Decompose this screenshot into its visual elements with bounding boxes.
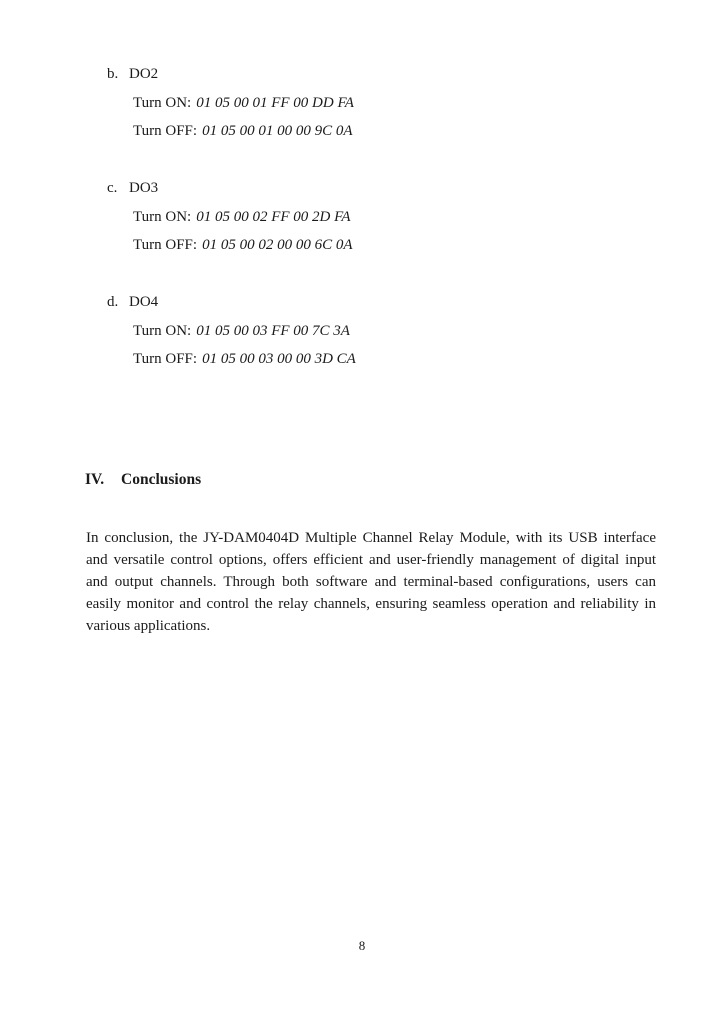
do3-turn-off-hex: 01 05 00 02 00 00 6C 0A: [202, 237, 353, 253]
conclusions-heading: [85, 469, 201, 491]
do4-item-line: [107, 288, 356, 317]
do4-channel-label: DO4: [129, 294, 159, 310]
do3-turn-on-hex: 01 05 00 02 FF 00 2D FA: [196, 208, 351, 225]
do3-section: [107, 174, 353, 260]
do2-turn-off-hex: 01 05 00 01 00 00 9C 0A: [202, 123, 353, 139]
conclusions-paragraph: In conclusion, the JY-DAM0404D Multiple Channel Relay Module, with its USB interface and versatile control options, offers efficient and user-friendly management of digital input and output channels. Through both software and terminal-based configurations, users can easily monitor and control the relay channels, ensuring seamless operation and reliability in various applications.: [86, 530, 656, 634]
do2-turn-on-hex: 01 05 00 01 FF 00 DD FA: [196, 94, 354, 111]
do2-list-letter: b.: [107, 66, 119, 82]
do3-turn-on-label: Turn ON:: [133, 208, 192, 225]
do4-list-letter: d.: [107, 294, 119, 310]
do4-turn-off-line: [133, 345, 356, 374]
do2-turn-off-label: Turn OFF:: [133, 123, 198, 139]
conclusions-heading-title: Conclusions: [121, 470, 202, 488]
page-number: 8: [358, 938, 366, 953]
do2-item-line: [107, 60, 354, 89]
conclusions-heading-number: IV.: [85, 470, 105, 488]
do3-turn-on-line: [133, 203, 353, 232]
do4-section: [107, 288, 356, 374]
do2-channel-label: DO2: [129, 66, 159, 82]
do4-turn-on-label: Turn ON:: [133, 322, 192, 339]
do4-turn-off-label: Turn OFF:: [133, 351, 198, 367]
do3-channel-label: DO3: [129, 180, 159, 196]
do2-turn-off-line: [133, 117, 354, 146]
do3-item-line: [107, 174, 353, 203]
do3-turn-off-line: [133, 231, 353, 260]
do2-turn-on-line: [133, 89, 354, 118]
do2-section: [107, 60, 354, 146]
do4-turn-on-line: [133, 317, 356, 346]
do2-turn-on-label: Turn ON:: [133, 94, 192, 111]
do4-turn-on-hex: 01 05 00 03 FF 00 7C 3A: [196, 322, 350, 339]
do3-list-letter: c.: [107, 180, 118, 196]
do3-turn-off-label: Turn OFF:: [133, 237, 198, 253]
do4-turn-off-hex: 01 05 00 03 00 00 3D CA: [202, 351, 356, 367]
